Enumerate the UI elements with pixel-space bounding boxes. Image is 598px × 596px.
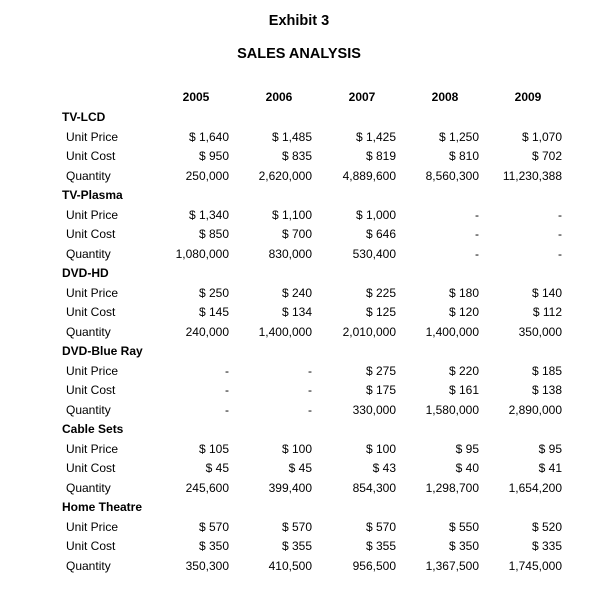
table-row <box>0 284 598 304</box>
section-title: DVD-HD <box>62 266 109 280</box>
table-cell: 530,400 <box>352 246 396 261</box>
table-cell: 1,400,000 <box>258 324 312 339</box>
table-cell: $ 1,640 <box>188 129 229 144</box>
table-cell: - <box>475 207 479 222</box>
table-cell: $ 1,250 <box>438 129 479 144</box>
table-row <box>0 225 598 245</box>
table-row <box>0 147 598 167</box>
table-cell: $ 41 <box>538 461 562 475</box>
table-cell: 956,500 <box>352 558 396 573</box>
table-row <box>0 323 598 343</box>
table-cell: 1,654,200 <box>508 480 562 495</box>
page-title: SALES ANALYSIS <box>237 46 361 62</box>
row-label: Quantity <box>66 168 111 183</box>
table-cell: $ 520 <box>531 519 562 534</box>
table-cell: - <box>475 227 479 241</box>
table-cell: 1,367,500 <box>425 558 479 573</box>
table-cell: 350,300 <box>185 558 229 573</box>
table-cell: $ 112 <box>532 305 562 319</box>
year-header-2005: 2005 <box>182 90 210 104</box>
table-cell: $ 225 <box>365 285 396 300</box>
table-cell: $ 1,485 <box>271 129 312 144</box>
row-label: Unit Cost <box>66 461 116 475</box>
year-header-2008: 2008 <box>431 90 459 104</box>
table-cell: $ 819 <box>365 149 396 163</box>
row-label: Unit Price <box>66 363 119 378</box>
row-label: Unit Price <box>66 441 119 456</box>
table-cell: - <box>558 227 562 241</box>
table-cell: $ 570 <box>198 519 229 534</box>
table-cell: 830,000 <box>268 246 312 261</box>
table-cell: - <box>308 363 312 378</box>
table-row <box>0 128 598 148</box>
table-cell: $ 140 <box>531 285 562 300</box>
table-cell: $ 1,425 <box>355 129 396 144</box>
table-cell: $ 350 <box>448 539 479 553</box>
table-cell: - <box>225 363 229 378</box>
table-cell: 399,400 <box>268 480 312 495</box>
table-cell: $ 646 <box>365 227 396 241</box>
table-cell: 1,580,000 <box>425 402 479 417</box>
section-title: TV-Plasma <box>62 188 123 202</box>
year-header-2007: 2007 <box>348 90 376 104</box>
row-label: Unit Cost <box>66 149 116 163</box>
section-tv-lcd <box>0 108 598 186</box>
table-cell: 11,230,388 <box>502 168 562 183</box>
row-label: Unit Price <box>66 129 119 144</box>
table-cell: $ 43 <box>372 461 396 475</box>
table-cell: $ 100 <box>365 441 396 456</box>
table-cell: 410,500 <box>268 558 312 573</box>
table-cell: $ 355 <box>365 539 396 553</box>
table-cell: 350,000 <box>518 324 562 339</box>
year-header-2006: 2006 <box>265 90 293 104</box>
row-label: Quantity <box>66 480 111 495</box>
table-row <box>0 167 598 187</box>
row-label: Unit Cost <box>66 539 116 553</box>
table-cell: 1,400,000 <box>425 324 479 339</box>
table-cell: $ 45 <box>205 461 229 475</box>
section-tv-plasma <box>0 186 598 264</box>
table-cell: 1,745,000 <box>508 558 562 573</box>
table-cell: $ 138 <box>531 383 562 397</box>
table-cell: 2,620,000 <box>258 168 312 183</box>
table-cell: $ 1,100 <box>271 207 312 222</box>
table-cell: - <box>308 383 312 397</box>
table-cell: $ 180 <box>448 285 479 300</box>
table-cell: $ 161 <box>448 383 479 397</box>
table-cell: 2,890,000 <box>508 402 562 417</box>
row-label: Quantity <box>66 402 111 417</box>
table-cell: 245,600 <box>185 480 229 495</box>
table-cell: 1,080,000 <box>175 246 229 261</box>
row-label: Unit Price <box>66 285 119 300</box>
section-dvd-blue-ray <box>0 342 598 420</box>
table-cell: $ 250 <box>198 285 229 300</box>
table-cell: $ 950 <box>198 149 229 163</box>
section-title: TV-LCD <box>62 110 106 124</box>
section-home-theatre <box>0 498 598 576</box>
table-cell: $ 120 <box>448 305 479 319</box>
table-cell: - <box>225 383 229 397</box>
table-cell: $ 355 <box>281 539 312 553</box>
exhibit-title: Exhibit 3 <box>268 13 330 29</box>
section-title: Cable Sets <box>62 422 124 436</box>
table-row <box>0 245 598 265</box>
table-cell: $ 240 <box>281 285 312 300</box>
table-row <box>0 459 598 479</box>
table-cell: $ 185 <box>531 363 562 378</box>
row-label: Unit Price <box>66 207 119 222</box>
row-label: Quantity <box>66 324 111 339</box>
table-row <box>0 362 598 382</box>
row-label: Unit Cost <box>66 305 116 319</box>
table-cell: - <box>308 402 312 417</box>
table-row <box>0 401 598 421</box>
table-cell: $ 145 <box>198 305 229 319</box>
section-dvd-hd <box>0 264 598 342</box>
table-cell: $ 100 <box>281 441 312 456</box>
table-cell: - <box>475 246 479 261</box>
table-row <box>0 479 598 499</box>
table-row <box>0 518 598 538</box>
table-cell: - <box>558 207 562 222</box>
table-cell: 1,298,700 <box>425 480 479 495</box>
table-cell: 854,300 <box>352 480 396 495</box>
row-label: Unit Cost <box>66 383 116 397</box>
year-header-2009: 2009 <box>514 90 542 104</box>
table-row <box>0 537 598 557</box>
table-cell: $ 1,340 <box>188 207 229 222</box>
table-cell: $ 550 <box>448 519 479 534</box>
table-cell: 250,000 <box>185 168 229 183</box>
table-cell: $ 810 <box>448 149 479 163</box>
row-label: Unit Cost <box>66 227 116 241</box>
table-cell: $ 275 <box>365 363 396 378</box>
table-cell: 8,560,300 <box>425 168 479 183</box>
table-cell: $ 700 <box>281 227 312 241</box>
table-cell: $ 40 <box>455 461 479 475</box>
table-cell: $ 702 <box>531 149 562 163</box>
section-title: DVD-Blue Ray <box>62 344 143 358</box>
table-cell: $ 95 <box>538 441 562 456</box>
table-cell: $ 175 <box>365 383 396 397</box>
table-cell: 4,889,600 <box>342 168 396 183</box>
table-row <box>0 381 598 401</box>
table-cell: $ 1,070 <box>521 129 562 144</box>
row-label: Unit Price <box>66 519 119 534</box>
table-cell: $ 220 <box>448 363 479 378</box>
table-cell: $ 45 <box>288 461 312 475</box>
table-cell: $ 350 <box>198 539 229 553</box>
table-row <box>0 557 598 577</box>
table-cell: $ 335 <box>531 539 562 553</box>
table-cell: $ 105 <box>198 441 229 456</box>
year-header-row <box>0 90 598 106</box>
table-cell: $ 1,000 <box>355 207 396 222</box>
table-cell: - <box>225 402 229 417</box>
section-title: Home Theatre <box>62 500 143 514</box>
table-row <box>0 440 598 460</box>
sales-analysis-table <box>0 108 598 576</box>
table-cell: $ 570 <box>365 519 396 534</box>
table-cell: $ 134 <box>281 305 312 319</box>
table-cell: $ 125 <box>365 305 396 319</box>
table-row <box>0 206 598 226</box>
table-cell: $ 835 <box>281 149 312 163</box>
table-cell: - <box>558 246 562 261</box>
section-cable-sets <box>0 420 598 498</box>
table-row <box>0 303 598 323</box>
table-cell: $ 850 <box>198 227 229 241</box>
table-cell: 2,010,000 <box>342 324 396 339</box>
table-cell: $ 95 <box>455 441 479 456</box>
row-label: Quantity <box>66 246 111 261</box>
row-label: Quantity <box>66 558 111 573</box>
table-cell: 330,000 <box>352 402 396 417</box>
table-cell: $ 570 <box>281 519 312 534</box>
table-cell: 240,000 <box>185 324 229 339</box>
